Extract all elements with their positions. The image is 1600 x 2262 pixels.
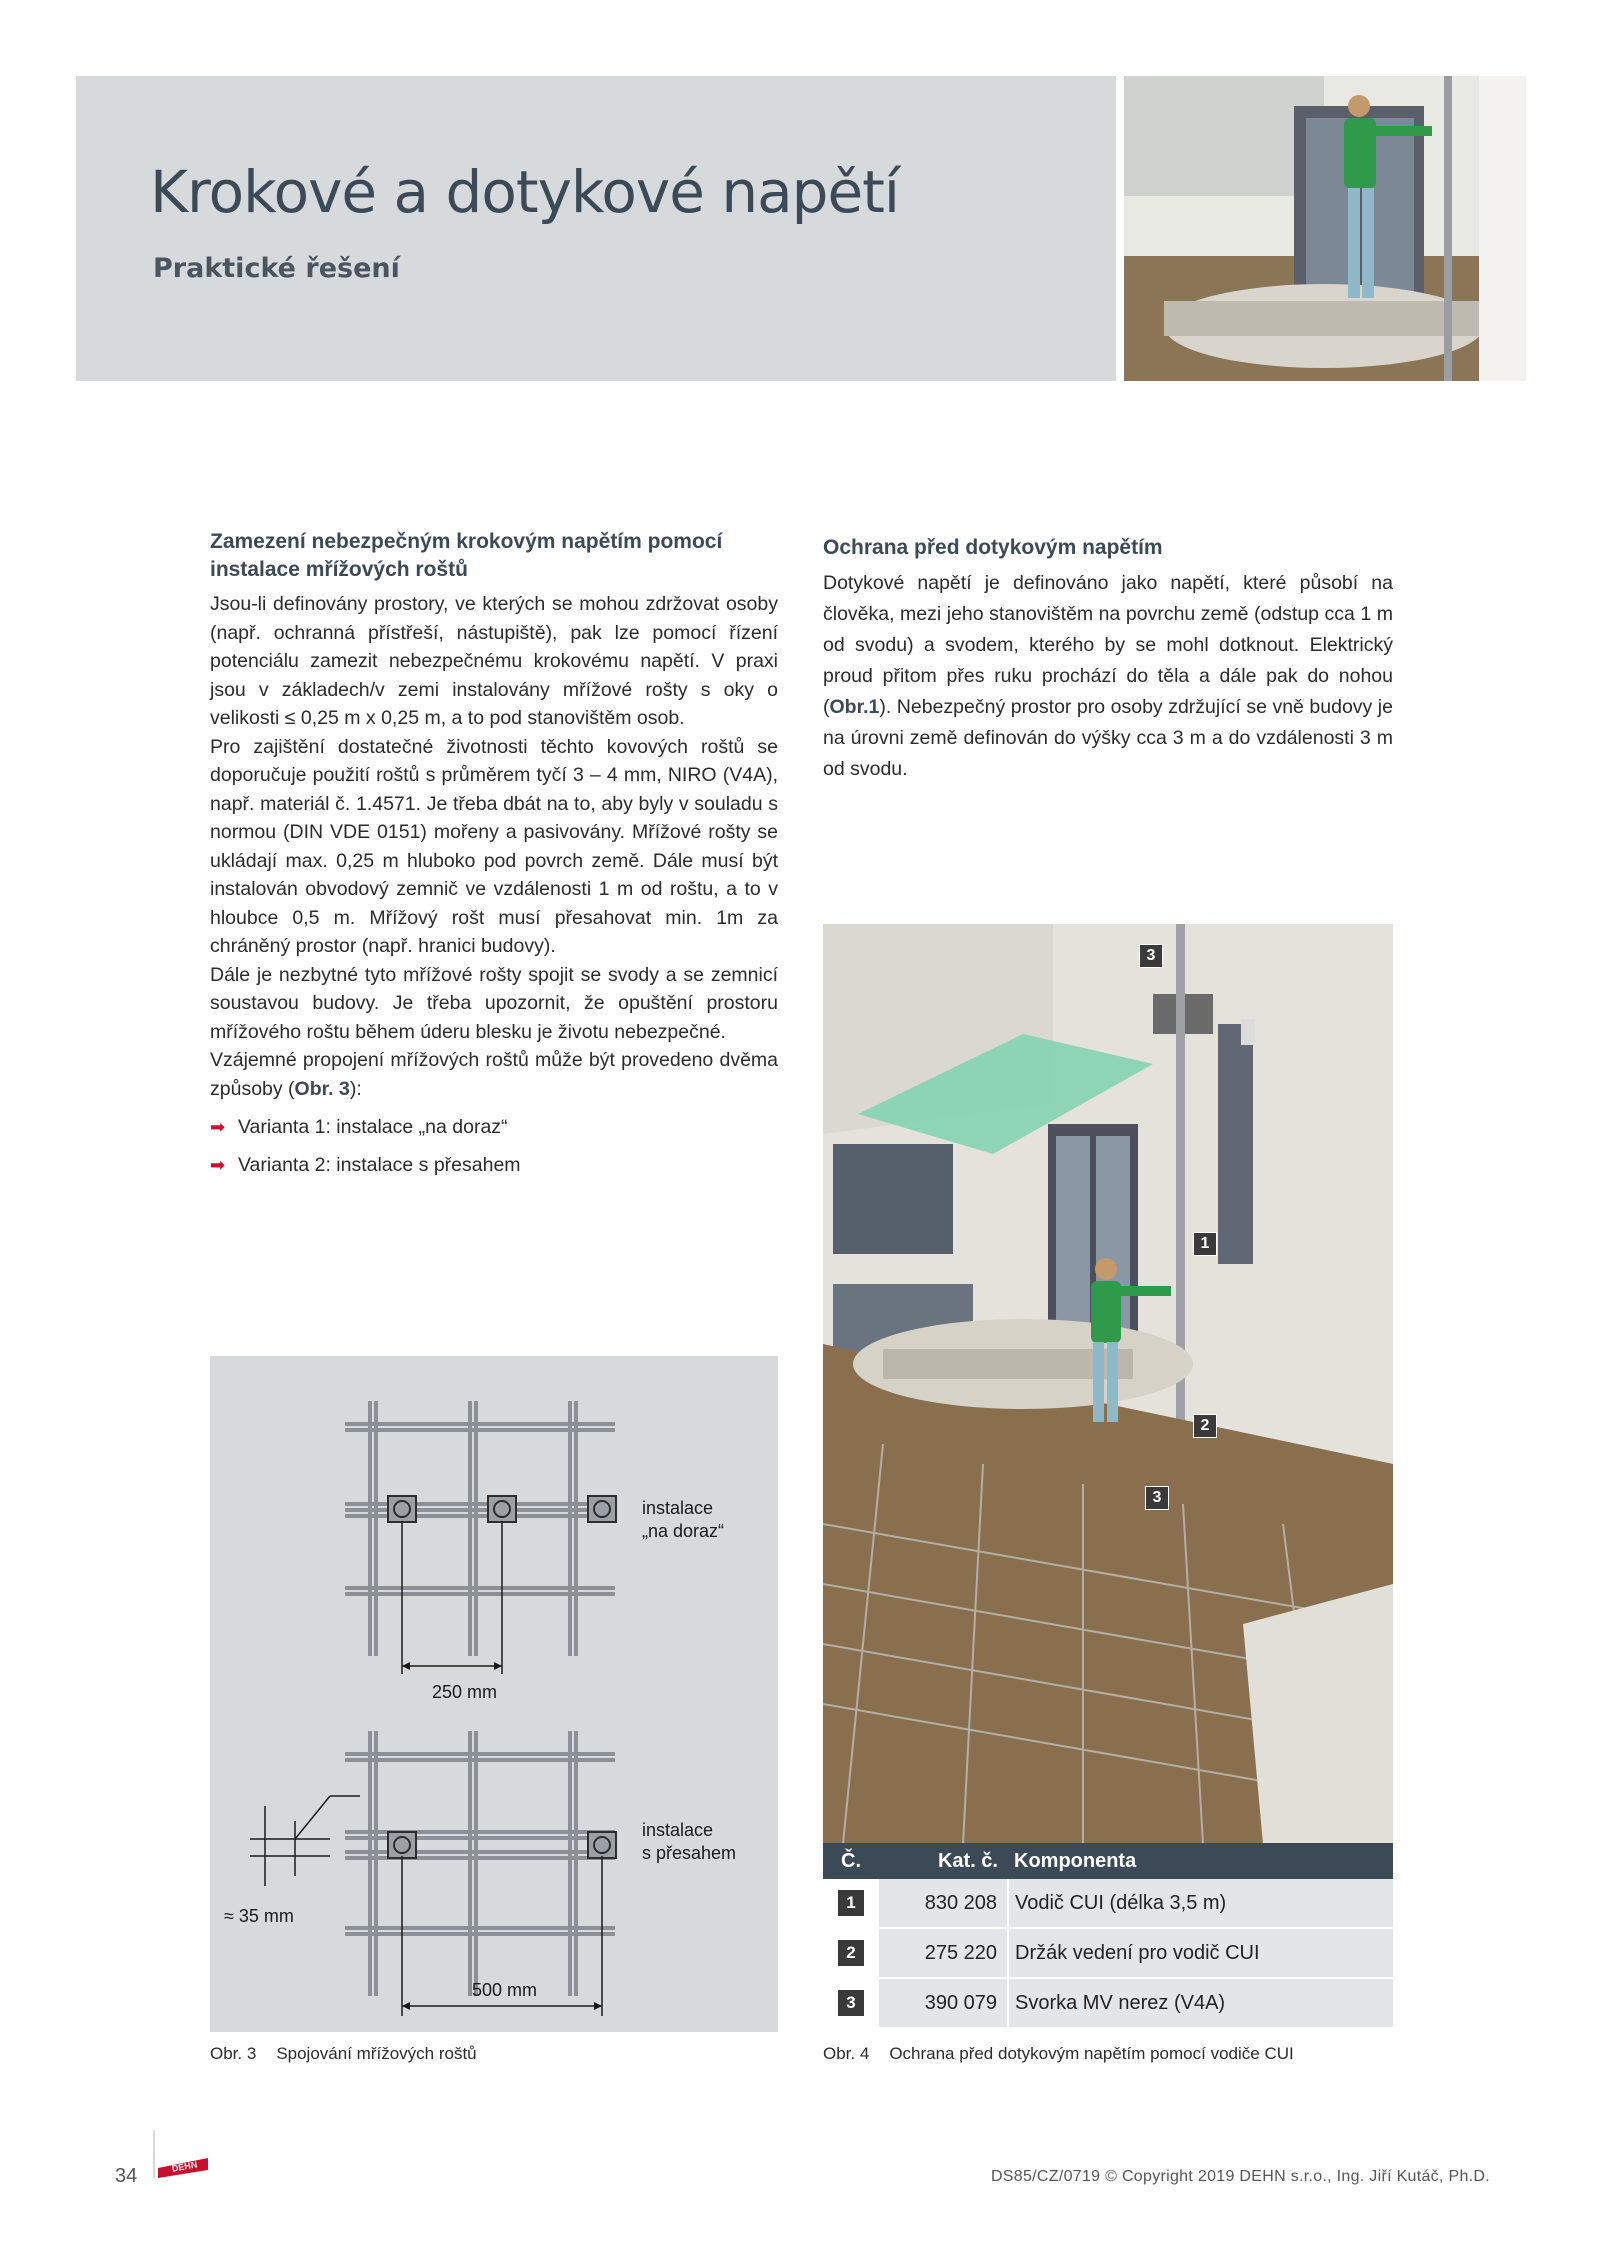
page-title: Krokové a dotykové napětí xyxy=(150,158,899,226)
list-item xyxy=(210,1113,778,1142)
text-span: Dotykové napětí je definováno jako napětí, které působí na člověka, mezi jeho stanovištěm na povrchu země (odstup cca 1 m od svodu) a svodem, kterého by se mohl dotknout. Elektrický proud přitom přes ruku prochází do těla a dále pak do nohou ( xyxy=(823,572,1393,718)
column-header: Č. xyxy=(823,1843,879,1879)
catalog-number: 390 079 xyxy=(879,1978,1008,2028)
table-row xyxy=(823,1978,1393,2028)
figure-4-illustration xyxy=(823,924,1393,1844)
label-top-line2: „na doraz“ xyxy=(642,1521,725,1541)
paragraph: Dále je nezbytné tyto mřížové rošty spojit se svody a se zemnicí soustavou budovy. Je třeba upozornit, že opuštění prostoru mřížového roštu během úderu blesku je životu nebezpečné. xyxy=(210,963,778,1043)
row-number xyxy=(823,1928,879,1978)
component-name: Vodič CUI (délka 3,5 m) xyxy=(1008,1879,1393,1928)
left-column xyxy=(210,528,778,1188)
page-subtitle: Praktické řešení xyxy=(153,253,400,284)
catalog-number: 830 208 xyxy=(879,1879,1008,1928)
caption-number: Obr. 3 xyxy=(210,2044,257,2063)
page-number: 34 xyxy=(115,2165,138,2187)
row-number xyxy=(823,1978,879,2028)
list-item-label: Varianta 1: instalace „na doraz“ xyxy=(238,1116,508,1138)
marker-badge: 1 xyxy=(1193,1232,1217,1256)
dehn-logo xyxy=(152,2130,210,2180)
touch-voltage-heading: Ochrana před dotykovým napětím xyxy=(823,536,1163,559)
arrow-right-icon: ➡ xyxy=(210,1117,226,1137)
text-span: ): xyxy=(349,1077,362,1100)
figure-4-caption xyxy=(823,2044,1294,2064)
text-span: ). Nebezpečný prostor pro osoby zdržující se vně budovy je na úrovni země definován do výšky cca 3 m a do vzdálenosti 3 m od svodu. xyxy=(823,696,1393,780)
dimension-500-label: 500 mm xyxy=(472,1980,538,2000)
right-column xyxy=(823,534,1393,785)
component-name: Svorka MV nerez (V4A) xyxy=(1008,1978,1393,2028)
row-number xyxy=(823,1879,879,1928)
figure-reference: Obr.1 xyxy=(829,696,880,718)
caption-number: Obr. 4 xyxy=(823,2044,870,2063)
label-bottom-line1: instalace xyxy=(642,1820,714,1840)
svg-text:DEHN: DEHN xyxy=(171,2159,198,2174)
row-number-badge: 1 xyxy=(838,1890,864,1916)
table-header-row xyxy=(823,1843,1393,1879)
caption-text: Spojování mřížových roštů xyxy=(276,2044,477,2063)
variant-list xyxy=(210,1113,778,1179)
copyright-text: DS85/CZ/0719 © Copyright 2019 DEHN s.r.o., Ing. Jiří Kutáč, Ph.D. xyxy=(990,2168,1490,2185)
catalog-number: 275 220 xyxy=(879,1928,1008,1978)
label-top-line1: instalace xyxy=(642,1498,714,1518)
paragraph xyxy=(210,1046,778,1103)
row-number-badge: 2 xyxy=(838,1940,864,1966)
component-name: Držák vedení pro vodič CUI xyxy=(1008,1928,1393,1978)
table-row xyxy=(823,1879,1393,1928)
figure-reference: Obr. 3 xyxy=(294,1077,350,1100)
marker-badge: 3 xyxy=(1139,944,1163,968)
dimension-250-label: 250 mm xyxy=(432,1682,498,1702)
column-header: Komponenta xyxy=(1008,1843,1393,1879)
paragraph: Pro zajištění dostatečné životnosti těchto kovových roštů se doporučuje použití roštů s průměrem tyčí 3 – 4 mm, NIRO (V4A), např. materiál č. 1.4571. Je třeba dbát na to, aby byly v souladu s normou (DIN VDE 0151) mořeny a pasivovány. Mřížové rošty se ukládají max. 0,25 m hluboko pod povrch země. Dále musí být instalován obvodový zemnič ve vzdálenosti 1 m od roštu, a to v hloubce 0,5 m. Mřížový rošt musí přesahovat min. 1m za chráněný prostor (např. hranici budovy). xyxy=(210,735,778,957)
list-item-label: Varianta 2: instalace s přesahem xyxy=(238,1153,521,1176)
marker-badge: 2 xyxy=(1193,1414,1217,1438)
column-header: Kat. č. xyxy=(879,1843,1008,1879)
text-span: Vzájemné propojení mřížových roštů může být provedeno dvěma způsoby ( xyxy=(210,1049,778,1100)
component-table xyxy=(823,1843,1393,2029)
dimension-35-label: ≈ 35 mm xyxy=(224,1906,294,1926)
figure-3-diagram xyxy=(210,1356,778,2032)
paragraph xyxy=(823,568,1393,785)
marker-badge: 3 xyxy=(1145,1486,1169,1510)
label-bottom-line2: s přesahem xyxy=(642,1843,737,1863)
arrow-right-icon: ➡ xyxy=(210,1154,226,1175)
row-number-badge: 3 xyxy=(838,1990,864,2016)
caption-text: Ochrana před dotykovým napětím pomocí vodiče CUI xyxy=(889,2044,1294,2063)
paragraph: Jsou-li definovány prostory, ve kterých se mohou zdržovat osoby (např. ochranná přístřeší, nástupiště), pak lze pomocí řízení potenciálu zamezit nebezpečnému krokovému napětí. V praxi jsou v základech/v zemi instalovány mřížové rošty s oky o velikosti ≤ 0,25 m x 0,25 m, a to pod stanovištěm osob. xyxy=(210,593,778,729)
list-item xyxy=(210,1151,778,1180)
step-voltage-heading: Zamezení nebezpečným krokovým napětím pomocí instalace mřížových roštů xyxy=(210,530,723,581)
table-row xyxy=(823,1928,1393,1978)
header-band xyxy=(76,76,1116,381)
header-illustration xyxy=(1124,76,1526,381)
figure-3-caption xyxy=(210,2044,477,2064)
